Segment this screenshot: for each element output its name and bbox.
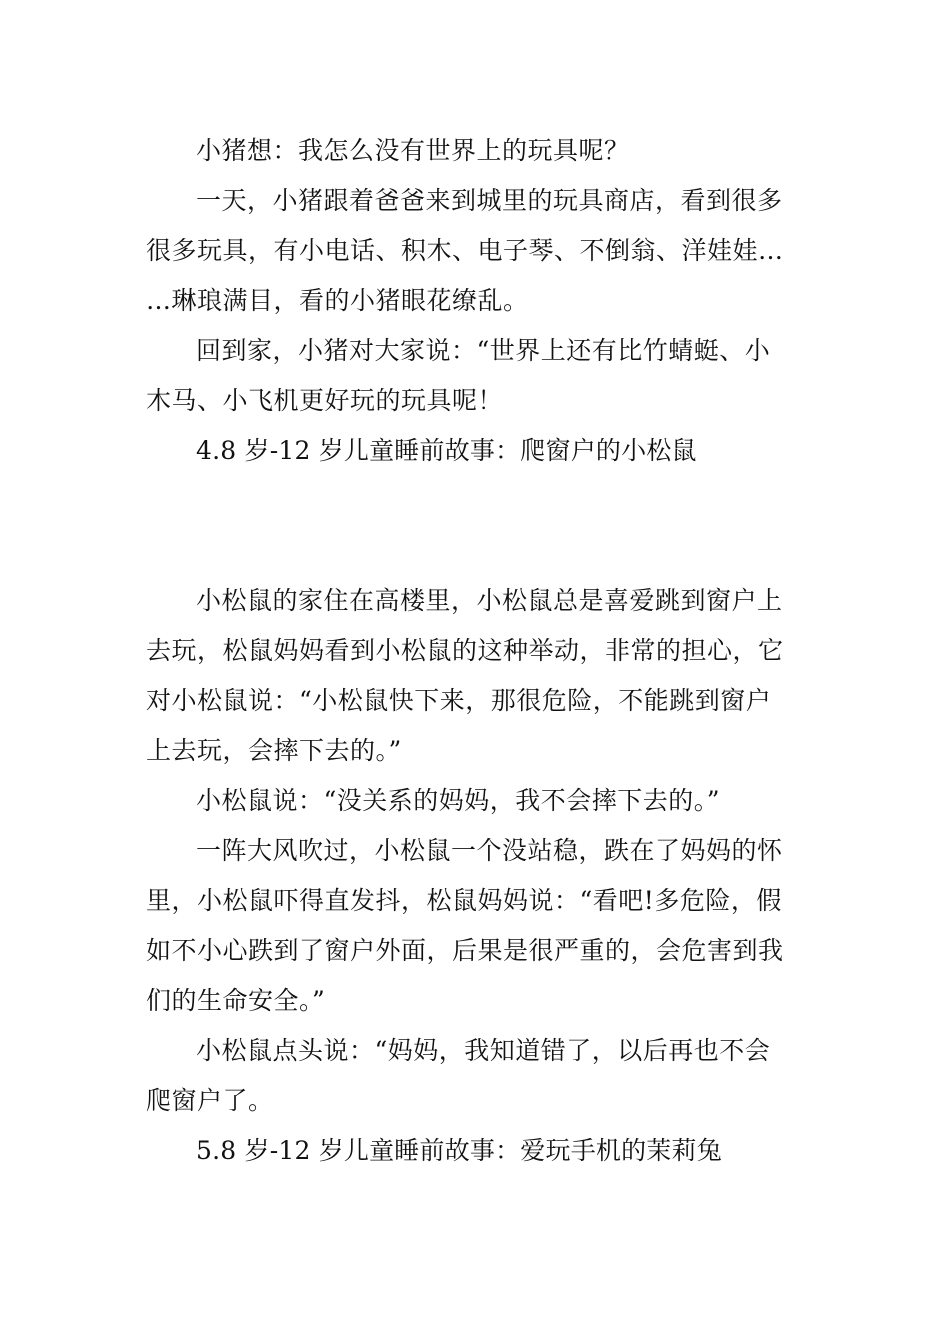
- paragraph-line: …琳琅满目，看的小猪眼花缭乱。: [146, 286, 529, 315]
- paragraph-line: 回到家，小猪对大家说：“世界上还有比竹蜻蜓、小: [196, 336, 771, 365]
- paragraph-line: 们的生命安全。”: [146, 986, 326, 1015]
- paragraph-line: 里，小松鼠吓得直发抖，松鼠妈妈说：“看吧!多危险，假: [146, 886, 782, 915]
- paragraph-line: 上去玩，会摔下去的。”: [146, 736, 402, 765]
- paragraph-line: 去玩，松鼠妈妈看到小松鼠的这种举动，非常的担心，它: [146, 636, 784, 665]
- paragraph-line: 爬窗户了。: [146, 1086, 274, 1115]
- paragraph-line: 木马、小飞机更好玩的玩具呢！: [146, 386, 504, 415]
- paragraph-line: 小松鼠的家住在高楼里，小松鼠总是喜爱跳到窗户上: [196, 586, 783, 615]
- paragraph-line: 小猪想：我怎么没有世界上的玩具呢？: [196, 136, 630, 165]
- paragraph-line: 小松鼠说：“没关系的妈妈，我不会摔下去的。”: [196, 786, 721, 815]
- paragraph-line: 很多玩具，有小电话、积木、电子琴、不倒翁、洋娃娃…: [146, 236, 784, 265]
- section-heading: 5.8 岁-12 岁儿童睡前故事：爱玩手机的茉莉兔: [196, 1136, 722, 1165]
- section-heading: 4.8 岁-12 岁儿童睡前故事：爬窗户的小松鼠: [196, 436, 697, 465]
- paragraph-line: 小松鼠点头说：“妈妈，我知道错了，以后再也不会: [196, 1036, 771, 1065]
- paragraph-line: 一阵大风吹过，小松鼠一个没站稳，跌在了妈妈的怀: [196, 836, 783, 865]
- paragraph-line: 对小松鼠说：“小松鼠快下来，那很危险，不能跳到窗户: [146, 686, 772, 715]
- paragraph-line: 如不小心跌到了窗户外面，后果是很严重的，会危害到我: [146, 936, 784, 965]
- paragraph-line: 一天，小猪跟着爸爸来到城里的玩具商店，看到很多: [196, 186, 783, 215]
